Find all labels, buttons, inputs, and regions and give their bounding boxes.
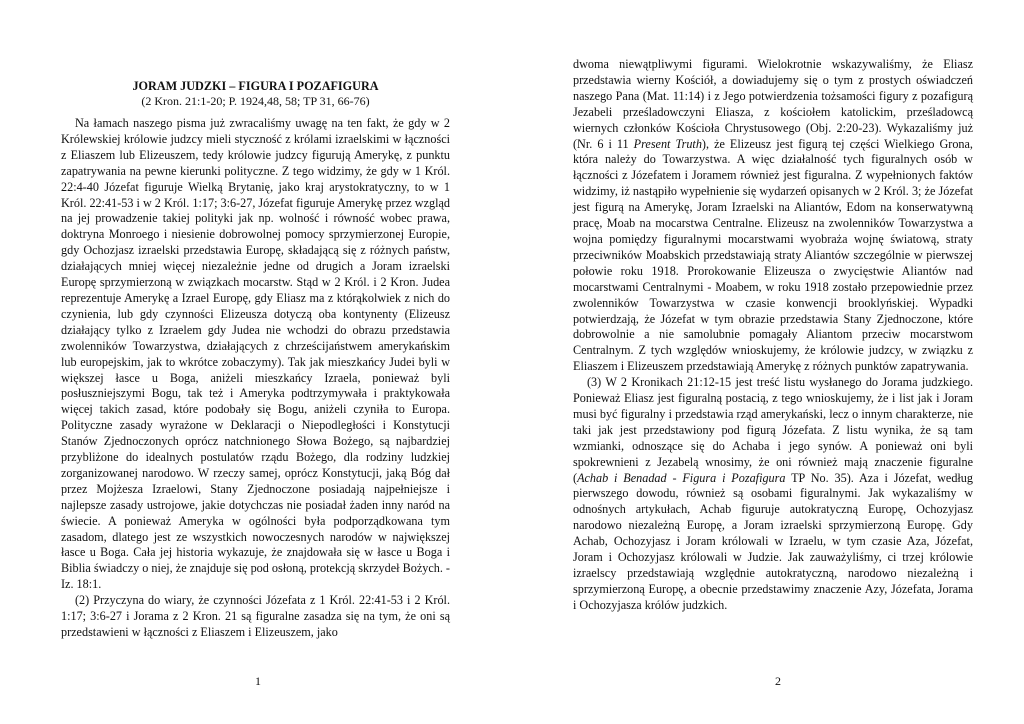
page-number-1: 1 [255, 674, 261, 688]
paragraph-3 [573, 375, 973, 614]
italic-title-present-truth: Present Truth [633, 136, 702, 151]
page-number-2: 2 [775, 674, 781, 688]
paragraph-3-text-a: (3) W 2 Kronikach 21:12-15 jest treść listu wysłanego do Jorama judzkiego. Ponieważ Eliasz jest figuralną postacią, z tego wnioskujemy, że i list jak i Joram musi być figuralny i przedstawia rząd amerykański, lecz o innym charakterze, nie taki jak jest przedstawiony pod figurą Józefata. Z listu wynika, że są tam wzmianki, odnoszące się do Achaba i jego synów. A ponieważ oni byli spokrewnieni z Jezabelą wnosimy, że oni również mają znaczenie figuralne ( [573, 375, 973, 485]
paragraph-continued-text-a: dwoma niewątpliwymi figurami. Wielokrotnie wskazywaliśmy, że Eliasz przedstawia wierny Kościół, a dowiadujemy się o tym z prostych oświadczeń naszego Pana (Mat. 11:14) i z Jego potwierdzenia tożsamości figury z pozafigurą Jezabeli prześladowczyni Eliasza, z kościołem katolickim, prześladowcą wiernych członków Kościoła Chrystusowego (Obj. 2:20-23). Wykazaliśmy już (Nr. 6 i 11 [573, 57, 973, 151]
paragraph-1: Na łamach naszego pisma już zwracaliśmy uwagę na ten fakt, że gdy w 2 Królewskiej królowie judzcy mieli styczność z królami izraelskimi w łączności z Eliaszem lub Elizeuszem, tedy królowie judzcy figurują Amerykę, z punktu zapatrywania na pewne kierunki polityczne. Z tego widzimy, że gdy w 1 Król. 22:4-40 Józefat figuruje Wielką Brytanię, jako kraj arystokratyczny, to w 1 Król. 22:41-53 i w 2 Król. 1:17; 3:6-27, Józefat figuruje Amerykę przez wzgląd na jej prowadzenie takiej polityki jak np. wolność i równość wobec prawa, doktryna Monroego i niesienie dobrowolnej pomocy sprzymierzonej Europie, gdy Ochozjasz izraelski przedstawia Europę, składającą się z różnych państw, działających mniej więcej niezależnie jedne od drugich a Joram izraelski Europę sprzymierzoną w związkach mocarstw. Stąd w 2 Król. i 2 Kron. Judea reprezentuje Amerykę a Izrael Europę, gdy Eliasz ma z którąkolwiek z nich do czynienia, lub gdy czynności Elizeusza dotyczą oba kontynenty (Elizeusz działający tylko z Izraelem gdy Judea nie wchodzi do obrazu przedstawia zwolenników Towarzystwa, działających z chrześcijaństwem amerykańskim lub europejskim, jak to wkrótce zobaczymy). Tak jak mieszkańcy Judei byli w większej łasce u Boga, aniżeli mieszkańcy Izraela, ponieważ byli posłuszniejszymi Bogu, tak też i Ameryka podtrzymywała i praktykowała więcej takich zasad, które podobały się Bogu, aniżeli czyniła to Europa. Polityczne zasady wyrażone w Deklaracji o Niepodległości i Konstytucji Stanów Zjednoczonych oprócz natchnionego Słowa Bożego, są najbardziej przybliżone do idealnych postulatów rządu Bożego, dla rodziny ludzkiej zorganizowanej narodowo. W rzeczy samej, oprócz Konstytucji, jaką Bóg dał przez Mojżesza Izraelowi, Stany Zjednoczone posiadają najpełniejsze i najlepsze zasady ustrojowe, jakie dotychczas nie posiadał żaden inny naród na świecie. A ponieważ Ameryka w ogólności była podporządkowana tym zasadom, dlatego jest ze wszystkich nowoczesnych narodów w największej łasce u Boga. Cała jej historia wykazuje, że znajdowała się w łasce u Boga i Biblia świadczy o niej, że znajduje się pod osłoną, protekcją skrzydeł Bożych. - Iz. 18:1. [61, 116, 450, 592]
paragraph-3-text-b: TP No. 35). Aza i Józefat, według pierwszego dowodu, również są osobami figuralnymi. Jak wykazaliśmy w odnośnych artykułach, Achab figuruje autokratyczną Europę, Ochozyjasz narodowo niezależną Europę, a Joram izraelski sprzymierzoną Europę. Gdy Achab, Ochozyjasz i Joram królowali w Izraelu, w tym czasie Aza, Józefat, Joram i Ochozyjasz królowali w Judzie. Jak zauważyliśmy, ci trzej królowie izraelscy przedstawiają względnie autokratyczną, narodowo niezależną i sprzymierzoną Europę, a obecnie przedstawimy znaczenie Azy, Józefata, Jorama i Ochozyjasza królów judzkich. [573, 470, 973, 612]
left-text-column [61, 116, 450, 641]
paragraph-continued [573, 57, 973, 375]
document-subtitle: (2 Kron. 21:1-20; P. 1924,48, 58; TP 31, 66-76) [141, 94, 370, 108]
page-right [512, 0, 1024, 724]
paragraph-continued-text-b: ), że Elizeusz jest figurą tej części Wielkiego Grona, która należy do Towarzystwa. A więc działalność tych figuralnych osób w łączności z Józefatem i Joramem również jest figuralna. Z wypełnionych faktów widzimy, iż nastąpiło wypełnienie się wydarzeń opisanych w 2 Król. 3; że Józefat jest figurą na Amerykę, Joram Izraelski na Aliantów, Edom na konserwatywną pracę, Moab na mocarstwa Centralne. Elizeusz na zwolenników Towarzystwa a wojna pomiędzy figuralnymi mocarstwami wyobraża wojnę światową, straty przeciwników Moabskich przedstawiają straty Aliantów szczególnie w pierwszej połowie roku 1918. Prorokowanie Elizeusza o zwycięstwie Aliantów nad mocarstwami Centralnymi - Moabem, w roku 1918 zostało przepowiednie przez zwolenników Towarzystwa w czasie konwencji brooklyńskiej. Wypadki potwierdzają, że Józefat w tym obrazie przedstawia Stany Zjednoczone, które dobrowolnie a nie samolubnie pomagały Aliantom przeciw mocarstwom Centralnym. Z tych względów wnioskujemy, że królowie judzcy, w związku z Eliaszem i Elizeuszem przedstawiają Amerykę z różnych punktów zapatrywania. [573, 136, 973, 374]
italic-title-achab: Achab i Benadad - Figura i Pozafigura [577, 470, 786, 485]
right-text-column [573, 57, 973, 614]
document-title: JORAM JUDZKI – FIGURA I POZAFIGURA [132, 79, 379, 93]
paragraph-2: (2) Przyczyna do wiary, że czynności Józefata z 1 Król. 22:41-53 i 2 Król. 1:17; 3:6-27 i Jorama z 2 Kron. 21 są figuralne zasadza się na tym, że oni są przedstawieni w łączności z Eliaszem i Elizeuszem, jako [61, 593, 450, 639]
